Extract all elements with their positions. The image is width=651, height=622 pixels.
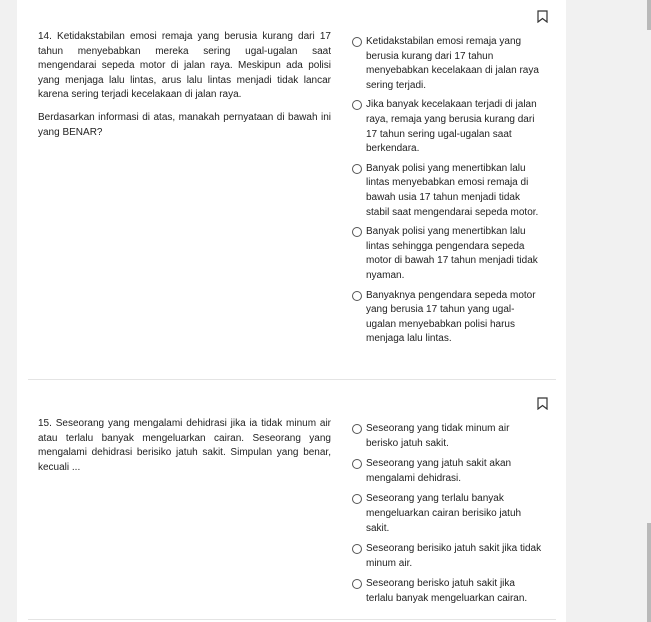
question-14-stem: 14. Ketidakstabilan emosi remaja yang berusia kurang dari 17 tahun menyebabkan mereka sering ugal-ugalan saat mengendarai sepeda motor di jalan raya. Meskipun ada polisi yang menjaga lalu lintas, arus lalu lintas menjadi tidak lancar karena sering terjadi kecelakaan di jalan raya. (38, 31, 331, 101)
radio-icon[interactable] (352, 227, 362, 237)
option-label: Seseorang yang terlalu banyak mengeluarkan cairan berisiko jatuh sakit. (366, 493, 522, 534)
option-label: Seseorang berisiko jatuh sakit jika tidak minum air. (366, 543, 542, 569)
question-14-options (352, 35, 542, 347)
bookmark-icon-q14[interactable] (537, 10, 548, 23)
radio-icon[interactable] (352, 37, 362, 47)
option-q15-e[interactable] (352, 577, 542, 606)
question-divider (28, 619, 556, 620)
option-label: Banyak polisi yang menertibkan lalu lintas menyebabkan emosi remaja di bawah usia 17 tahun menjadi tidak stabil saat mengendarai sepeda motor. (366, 162, 539, 218)
radio-icon[interactable] (352, 544, 362, 554)
scrollbar[interactable] (647, 0, 651, 622)
option-q15-d[interactable] (352, 542, 542, 571)
option-q14-c[interactable] (352, 162, 542, 220)
option-label: Seseorang berisko jatuh sakit jika terlalu banyak mengeluarkan cairan. (366, 578, 528, 604)
radio-icon[interactable] (352, 494, 362, 504)
question-14 (38, 30, 331, 148)
radio-icon[interactable] (352, 164, 362, 174)
question-divider (28, 379, 556, 380)
question-15 (38, 417, 331, 483)
question-14-prompt: Berdasarkan informasi di atas, manakah pernyataan di bawah ini yang BENAR? (38, 111, 331, 138)
bookmark-icon-q15[interactable] (537, 397, 548, 410)
option-q15-a[interactable] (352, 422, 542, 451)
radio-icon[interactable] (352, 579, 362, 589)
question-15-stem: 15. Seseorang yang mengalami dehidrasi jika ia tidak minum air atau terlalu banyak mengeluarkan cairan. Seseorang yang mengalami dehidrasi berisiko jatuh sakit. Simpulan yang benar, kecuali ... (38, 418, 331, 473)
option-label: Banyak polisi yang menertibkan lalu lintas sehingga pengendara sepeda motor di bawah 17 tahun menjadi tidak nyaman. (366, 226, 538, 281)
option-q15-c[interactable] (352, 492, 542, 536)
option-q14-e[interactable] (352, 289, 542, 347)
option-label: Seseorang yang tidak minum air berisko jatuh sakit. (366, 423, 510, 449)
scrollbar-thumb[interactable] (647, 523, 651, 622)
radio-icon[interactable] (352, 100, 362, 110)
question-15-options (352, 422, 542, 607)
scrollbar-thumb[interactable] (647, 0, 651, 30)
radio-icon[interactable] (352, 291, 362, 301)
option-q15-b[interactable] (352, 457, 542, 486)
option-q14-b[interactable] (352, 98, 542, 156)
option-label: Jika banyak kecelakaan terjadi di jalan raya, remaja yang berusia kurang dari 17 tahun sering ugal-ugalan saat berkendara. (366, 99, 537, 155)
option-q14-a[interactable] (352, 35, 542, 93)
radio-icon[interactable] (352, 459, 362, 469)
option-label: Ketidakstabilan emosi remaja yang berusia kurang dari 17 tahun menyebabkan kecelakaan di jalan raya sering terjadi. (366, 36, 539, 91)
radio-icon[interactable] (352, 424, 362, 434)
option-label: Banyaknya pengendara sepeda motor yang berusia 17 tahun yang ugal-ugalan menyebabkan polisi harus menjaga lalu lintas. (366, 289, 536, 345)
option-label: Seseorang yang jatuh sakit akan mengalami dehidrasi. (366, 458, 512, 484)
option-q14-d[interactable] (352, 225, 542, 283)
